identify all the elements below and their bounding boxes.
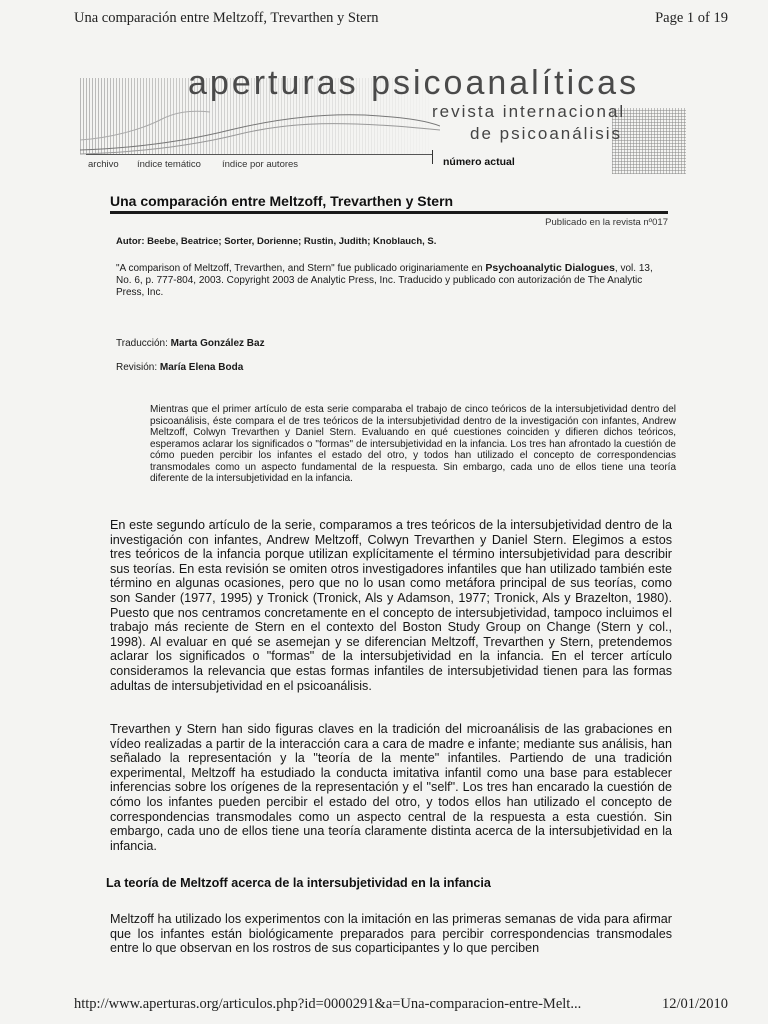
citation-journal: Psychoanalytic Dialogues xyxy=(485,262,615,274)
body-paragraph-2: Trevarthen y Stern han sido figuras claves en la tradición del microanálisis de las grabaciones en vídeo realizadas a partir de la interacción cara a cara de madre e infante; mediante sus análisis, han señalado la representación y la "teoría de la mente" infantiles. Partiendo de una tradición experimental, Meltzoff ha estudiado la conducta imitativa infantil como una base para establecer inferencias sobre los orígenes de la representación y el "self". Los tres han encarado la cuestión de cómo los infantes pueden percibir el estado del otro, y todos ellos han utilizado el concepto de correspondencias transmodales como un aspecto central de la respuesta a esta cuestión. Sin embargo, cada uno de ellos tiene una teoría claramente distinta acerca de la intersubjetividad en la infancia. xyxy=(110,722,672,853)
nav-link-numero-actual[interactable]: número actual xyxy=(443,156,515,168)
published-in: Publicado en la revista nº017 xyxy=(545,217,668,228)
print-header-page-number: Page 1 of 19 xyxy=(655,10,728,26)
citation-text-post: , vol. 13, No. 6, p. 777-804, 2003. Copyright 2003 de Analytic Press, Inc. Traducido y publicado con autorización de The Analytic Press, Inc. xyxy=(116,263,653,298)
revision-label: Revisión: xyxy=(116,362,160,373)
print-header-title: Una comparación entre Meltzoff, Trevarthen y Stern xyxy=(74,10,379,26)
revision-credit xyxy=(116,362,243,374)
journal-subtitle-line-2: de psicoanálisis xyxy=(470,124,623,143)
translation-credit xyxy=(116,338,265,350)
print-footer-date: 12/01/2010 xyxy=(661,996,728,1012)
article-title: Una comparación entre Meltzoff, Trevarthen y Stern xyxy=(110,193,454,209)
nav-link-indice-autores[interactable]: índice por autores xyxy=(222,159,299,170)
article-authors: Autor: Beebe, Beatrice; Sorter, Dorienne; Rustin, Judith; Knoblauch, S. xyxy=(116,236,437,247)
article-abstract: Mientras que el primer artículo de esta serie comparaba el trabajo de cinco teóricos de la intersubjetividad dentro del psicoanálisis, éste compara el de tres teóricos de la intersubjetividad dentro de la investigación con infantes, Andrew Meltzoff, Colwyn Trevarthen y Daniel Stern. Evaluando en qué cuestiones coinciden y difieren dichos teóricos, esperamos aclarar los significados o "formas" de intersubjetividad en la infancia. Los tres han afrontado la cuestión de cómo pueden percibir los infantes el estado del otro, y todos han utilizado el concepto de correspondencias transmodales como un aspecto fundamental de la respuesta. Sin embargo, cada uno de ellos tiene una teoría diferente de la intersubjetividad en la infancia. xyxy=(150,404,676,484)
body-paragraph-1: En este segundo artículo de la serie, comparamos a tres teóricos de la intersubjetividad dentro de la investigación con infantes, Andrew Meltzoff, Colwyn Trevarthen y Daniel Stern. Elegimos a estos tres teóricos de la infancia porque utilizan explícitamente el término intersubjetividad para describir sus teorías. En esta revisión se omiten otros investigadores infantiles que han utilizado también este término en algunas ocasiones, pero que no lo usan como metáfora principal de sus teorías, como son Sander (1977, 1995) y Tronick (Tronick, Als y Adamson, 1977; Tronick, Als y Brazelton, 1980). Puesto que nos centramos concretamente en el concepto de intersubjetividad, tampoco incluimos el trabajo más reciente de Stern en el contexto del Boston Study Group on Change (Stern y col., 1998). Al evaluar en qué se asemejan y se diferencian Meltzoff, Trevarthen y Stern, pretendemos aclarar los significados o "formas" de la intersubjetividad en la infancia. En el tercer artículo consideramos la relevancia que estas formas infantiles de intersubjetividad tienen para las formas adultas de intersubjetividad en el psicoanálisis. xyxy=(110,518,672,693)
translation-label: Traducción: xyxy=(116,338,171,349)
nav-rule xyxy=(86,154,432,155)
nav-separator xyxy=(432,150,433,164)
print-footer-url: http://www.aperturas.org/articulos.php?id=0000291&a=Una-comparacion-entre-Melt... xyxy=(74,996,582,1012)
article-citation xyxy=(116,262,668,299)
citation-text-pre: "A comparison of Meltzoff, Trevarthen, and Stern" fue publicado originariamente en xyxy=(116,263,486,274)
section-heading: La teoría de Meltzoff acerca de la intersubjetividad en la infancia xyxy=(106,876,491,890)
title-rule xyxy=(110,211,668,214)
journal-title: aperturas psicoanalíticas xyxy=(188,64,640,102)
nav-link-indice-tematico[interactable]: índice temático xyxy=(137,159,201,170)
journal-subtitle-line-1: revista internacional xyxy=(432,102,626,121)
reviser-name: María Elena Boda xyxy=(159,362,244,373)
translator-name: Marta González Baz xyxy=(170,338,265,349)
nav-link-archivo[interactable]: archivo xyxy=(88,159,119,170)
body-paragraph-3: Meltzoff ha utilizado los experimentos con la imitación en las primeras semanas de vida para afirmar que los infantes están biológicamente preparados para percibir correspondencias transmodales entre lo que observan en los rostros de sus coparticipantes y lo que perciben xyxy=(110,912,672,956)
